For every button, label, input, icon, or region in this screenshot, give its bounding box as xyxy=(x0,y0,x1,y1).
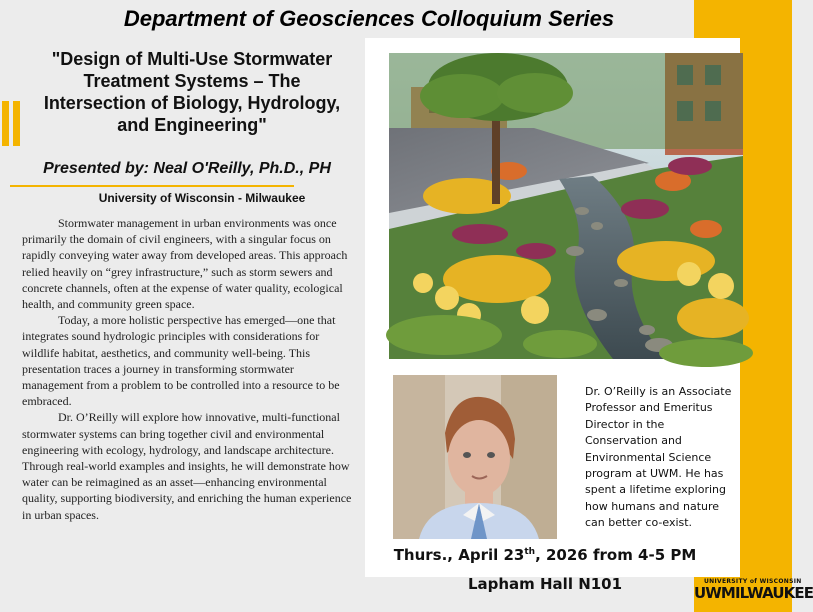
accent-stripe xyxy=(2,101,9,146)
uwm-logo-top-text: UNIVERSITY of WISCONSIN xyxy=(704,578,802,585)
presenter-portrait-illustration xyxy=(393,375,557,539)
stormwater-garden-photo xyxy=(389,53,743,359)
stormwater-garden-illustration xyxy=(389,53,743,359)
uwm-logo xyxy=(694,578,813,606)
event-location: Lapham Hall N101 xyxy=(467,575,623,593)
event-date-rest: , 2026 from 4-5 PM xyxy=(535,546,697,564)
presenter-portrait xyxy=(393,375,557,539)
presenter-bio: Dr. O’Reilly is an Associate Professor and Emeritus Director in the Conservation and Environmental Science program at UWM. He has spent a lifetime exploring how humans and nature can better co-exist. xyxy=(585,385,732,530)
presenter-university: University of Wisconsin - Milwaukee xyxy=(98,191,306,205)
abstract-paragraph: Today, a more holistic perspective has emerged—one that integrates sound hydrologic principles with considerations for wildlife habitat, aesthetics, and community well-being. This presentation traces a journey in transforming stormwater management from a problem to be controlled into a resource to be embraced. xyxy=(22,313,340,409)
talk-title-line: "Design of Multi-Use Stormwater xyxy=(51,49,333,69)
abstract xyxy=(22,215,354,523)
talk-title xyxy=(26,48,358,136)
talk-title-line: Intersection of Biology, Hydrology, xyxy=(43,93,341,113)
talk-title-line: and Engineering" xyxy=(117,115,267,135)
abstract-paragraph: Dr. O’Reilly will explore how innovative, multi-functional stormwater systems can bring together civil and environmental engineering with ecology, hydrology, and landscape architecture. Through real-world examples and insights, he will demonstrate how water can be reimagined as an asset—enhancing environmental quality, supporting biodiversity, and enriching the human experience in urban spaces. xyxy=(22,410,352,522)
uwm-logo-main-text: UWMILWAUKEE xyxy=(694,584,813,602)
event-date-ordinal: th xyxy=(524,547,536,557)
event-date-time xyxy=(370,546,720,564)
event-date-prefix: Thurs., April 23 xyxy=(393,546,525,564)
presenter-line: Presented by: Neal O'Reilly, Ph.D., PH xyxy=(43,160,331,177)
page-title: Department of Geosciences Colloquium Series xyxy=(123,6,615,31)
presenter-underline xyxy=(10,185,294,187)
talk-title-line: Treatment Systems – The xyxy=(83,71,301,91)
accent-stripe xyxy=(13,101,20,146)
abstract-paragraph: Stormwater management in urban environments was once primarily the domain of civil engineers, with a singular focus on rapidly conveying water away from developed areas. This approach relied heavily on “grey infrastructure,” such as storm sewers and concrete channels, often at the expense of water quality, ecological health, and community green space. xyxy=(22,216,348,312)
left-accent-stripes xyxy=(0,101,28,146)
